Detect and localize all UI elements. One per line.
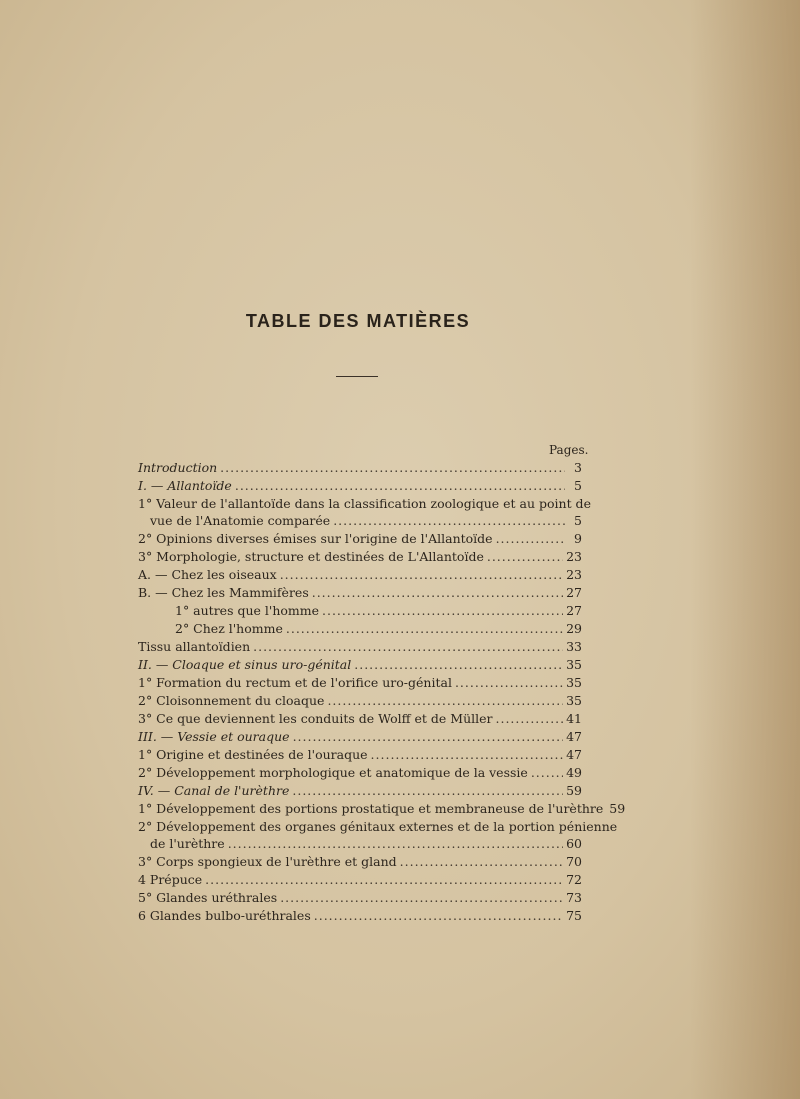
toc-entry — [138, 782, 582, 800]
toc-page-number: 59 — [609, 801, 626, 816]
toc-page-number: 49 — [566, 765, 582, 780]
toc-entry — [138, 674, 582, 692]
toc-page-number: 73 — [566, 890, 582, 905]
toc-entry-label: 1° Formation du rectum et de l'orifice uro-génital — [138, 675, 452, 690]
toc-page-number: 35 — [566, 675, 582, 690]
toc-page-number: 5 — [574, 478, 582, 493]
toc-entry — [138, 477, 582, 495]
dot-leader — [487, 548, 563, 566]
toc-page-number: 5 — [574, 513, 582, 528]
toc-entry-continuation — [138, 835, 582, 853]
toc-entry-label: 3° Corps spongieux de l'urèthre et gland — [138, 854, 397, 869]
toc-entry-label: A. — Chez les oiseaux — [138, 567, 277, 582]
page-edge-stain — [690, 0, 800, 1099]
toc-entry-label: 1° Valeur de l'allantoïde dans la classification zoologique et au point de — [138, 496, 591, 511]
dot-leader — [314, 907, 563, 925]
toc-entry-label: II. — Cloaque et sinus uro-génital — [138, 657, 352, 672]
dot-leader — [455, 674, 563, 692]
toc-entry-label: 1° autres que l'homme — [175, 603, 320, 618]
dot-leader — [293, 728, 564, 746]
toc-entry — [138, 530, 582, 548]
dot-leader — [286, 620, 563, 638]
toc-page-number: 33 — [566, 639, 582, 654]
dot-leader — [333, 512, 565, 530]
toc-entry-label: III. — Vessie et ouraque — [138, 729, 290, 744]
title-rule — [336, 376, 378, 377]
toc-entry-label: 1° Origine et destinées de l'ouraque — [138, 747, 368, 762]
toc-entry — [138, 889, 582, 907]
toc-entry-continuation — [138, 512, 582, 530]
toc-entry — [138, 566, 582, 584]
toc-entry-label: I. — Allantoïde — [138, 478, 232, 493]
toc-entry — [138, 656, 582, 674]
dot-leader — [280, 566, 563, 584]
dot-leader — [496, 710, 564, 728]
toc-entry-label: Introduction — [138, 460, 218, 475]
toc-page-number: 9 — [574, 531, 582, 546]
toc-entry — [138, 764, 582, 782]
toc-entry — [138, 692, 582, 710]
dot-leader — [280, 889, 563, 907]
toc-page-number: 23 — [566, 549, 582, 564]
toc-page-number: 72 — [566, 872, 582, 887]
dot-leader — [496, 530, 565, 548]
toc-entry — [138, 853, 582, 871]
toc-entry-label: 2° Opinions diverses émises sur l'origine de l'Allantoïde — [138, 531, 493, 546]
toc-entry-label: 4 Prépuce — [138, 872, 203, 887]
table-of-contents — [138, 459, 626, 925]
toc-entry-label: 2° Chez l'homme — [175, 621, 283, 636]
dot-leader — [312, 584, 563, 602]
toc-entry-label: 2° Cloisonnement du cloaque — [138, 693, 325, 708]
toc-entry — [138, 746, 582, 764]
dot-leader — [292, 782, 563, 800]
toc-entry-label: 5° Glandes uréthrales — [138, 890, 278, 905]
dot-leader — [400, 853, 563, 871]
toc-entry — [138, 728, 582, 746]
toc-entry — [138, 907, 582, 925]
toc-entry-label-continued: vue de l'Anatomie comparée — [150, 513, 331, 528]
toc-page-number: 27 — [566, 585, 582, 600]
pages-column-label: Pages. — [549, 443, 589, 457]
toc-page-number: 60 — [566, 836, 582, 851]
dot-leader — [253, 638, 563, 656]
dot-leader — [371, 746, 564, 764]
toc-page-number: 70 — [566, 854, 582, 869]
dot-leader — [354, 656, 563, 674]
toc-entry — [138, 602, 582, 620]
dot-leader — [327, 692, 563, 710]
toc-page-number: 41 — [566, 711, 582, 726]
toc-entry — [138, 620, 582, 638]
toc-page-number: 27 — [566, 603, 582, 618]
dot-leader — [322, 602, 563, 620]
toc-entry — [138, 584, 582, 602]
toc-entry — [138, 459, 582, 477]
toc-page-number: 75 — [566, 908, 582, 923]
toc-page-number: 35 — [566, 693, 582, 708]
toc-page-number: 23 — [566, 567, 582, 582]
toc-entry-label: Tissu allantoïdien — [138, 639, 251, 654]
page-title: TABLE DES MATIÈRES — [245, 311, 471, 331]
toc-page-number: 35 — [566, 657, 582, 672]
toc-entry — [138, 710, 582, 728]
toc-page-number: 59 — [566, 783, 582, 798]
toc-entry-label: 1° Développement des portions prostatique et membraneuse de l'urèthre — [138, 801, 604, 816]
toc-page-number: 47 — [566, 729, 582, 744]
toc-page-number: 47 — [566, 747, 582, 762]
toc-entry-label: B. — Chez les Mammifères — [138, 585, 309, 600]
toc-entry — [138, 800, 626, 818]
dot-leader — [205, 871, 563, 889]
toc-page-number: 3 — [574, 460, 582, 475]
toc-entry — [138, 818, 618, 853]
dot-leader — [235, 477, 565, 495]
toc-entry-label: 6 Glandes bulbo-uréthrales — [138, 908, 311, 923]
toc-entry — [138, 871, 582, 889]
toc-entry — [138, 638, 582, 656]
toc-entry-label: 3° Ce que deviennent les conduits de Wolff et de Müller — [138, 711, 493, 726]
toc-entry-label: 3° Morphologie, structure et destinées de L'Allantoïde — [138, 549, 484, 564]
dot-leader — [531, 764, 563, 782]
toc-entry — [138, 548, 582, 566]
dot-leader — [220, 459, 565, 477]
toc-entry-label: 2° Développement des organes génitaux externes et de la portion pénienne — [138, 819, 618, 834]
toc-page-number: 29 — [566, 621, 582, 636]
dot-leader — [228, 835, 563, 853]
toc-entry-label: 2° Développement morphologique et anatomique de la vessie — [138, 765, 528, 780]
toc-entry — [138, 495, 591, 530]
toc-entry-label: IV. — Canal de l'urèthre — [138, 783, 290, 798]
toc-entry-label-continued: de l'urèthre — [150, 836, 225, 851]
